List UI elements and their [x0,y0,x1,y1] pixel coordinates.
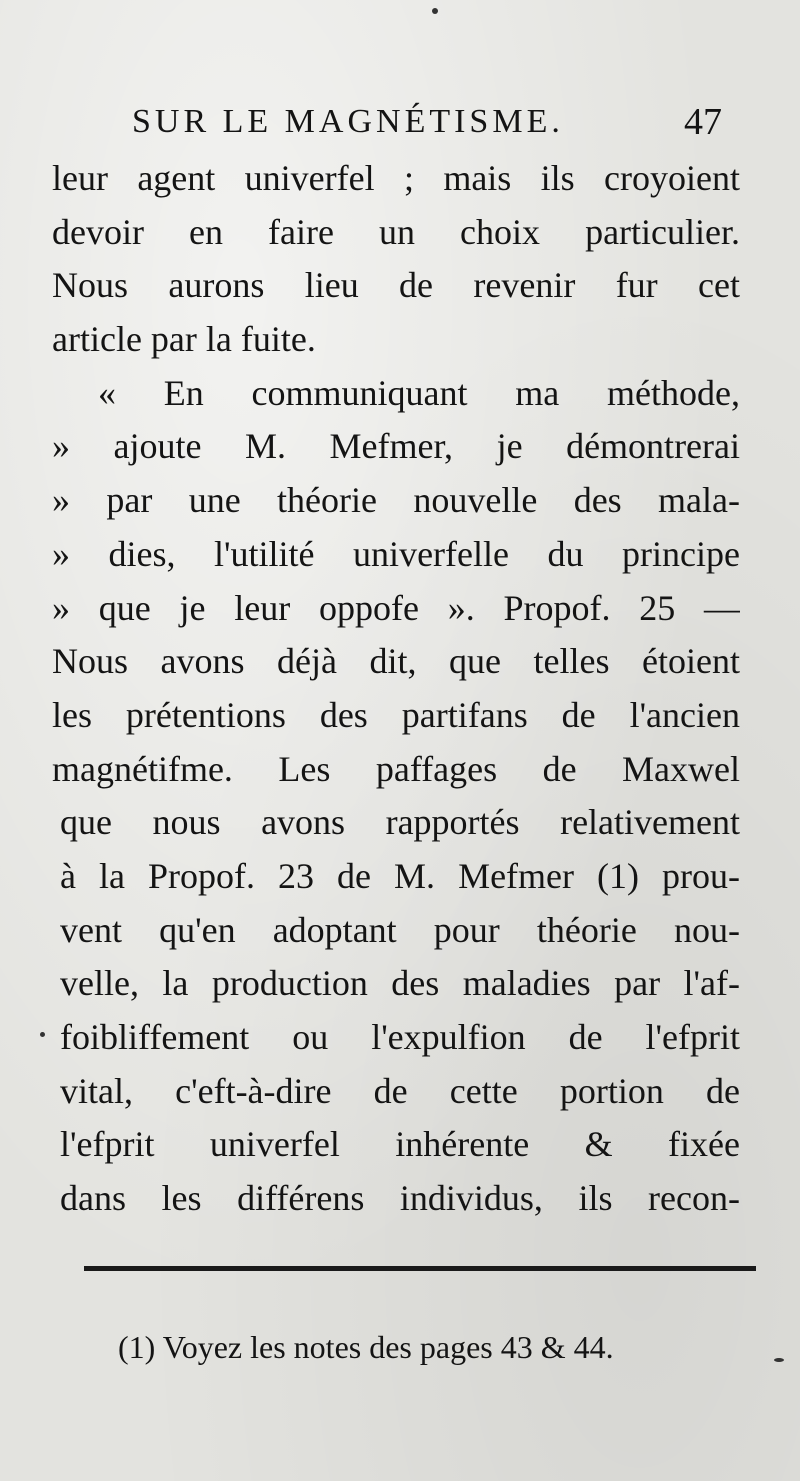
text-line: dans les différens individus, ils recon- [60,1178,740,1219]
text-line: velle, la production des maladies par l'af- [60,963,740,1004]
ink-speck [40,1032,45,1037]
text-line: leur agent univerfel ; mais ils croyoient [52,158,740,198]
page-number: 47 [684,101,722,143]
text-line: Nous avons déjà dit, que telles étoient [52,641,740,682]
text-line: foibliffement ou l'expulfion de l'efprit [60,1017,740,1057]
text-line: vent qu'en adoptant pour théorie nou- [60,909,740,950]
text-line: magnétifme. Les paffages de Maxwel [52,748,740,789]
ink-speck [774,1358,784,1362]
text-line: que nous avons rapportés relativement [60,802,740,843]
text-line: l'efprit univerfel inhérente & fixée [60,1124,740,1165]
text-line: » dies, l'utilité univerfelle du principe [52,533,740,574]
text-line: « En communiquant ma méthode, [98,372,740,413]
text-line: les prétentions des partifans de l'ancien [52,694,740,735]
text-line: devoir en faire un choix particulier. [52,211,740,252]
footnote: (1) Voyez les notes des pages 43 & 44. [118,1329,614,1365]
text-line: à la Propof. 23 de M. Mefmer (1) prou- [60,855,740,896]
text-line: article par la fuite. [52,319,316,360]
text-line: vital, c'eft-à-dire de cette portion de [60,1070,740,1111]
text-line: » que je leur oppofe ». Propof. 25 — [52,587,740,628]
ink-speck [432,8,438,14]
text-line: » ajoute M. Mefmer, je démontrerai [52,426,740,467]
text-line: Nous aurons lieu de revenir fur cet [52,265,740,306]
text-line: » par une théorie nouvelle des mala- [52,480,740,521]
footnote-rule [84,1266,756,1271]
body-text [52,152,740,1226]
running-head [132,92,722,152]
running-title: SUR LE MAGNÉTISME. [132,103,564,140]
